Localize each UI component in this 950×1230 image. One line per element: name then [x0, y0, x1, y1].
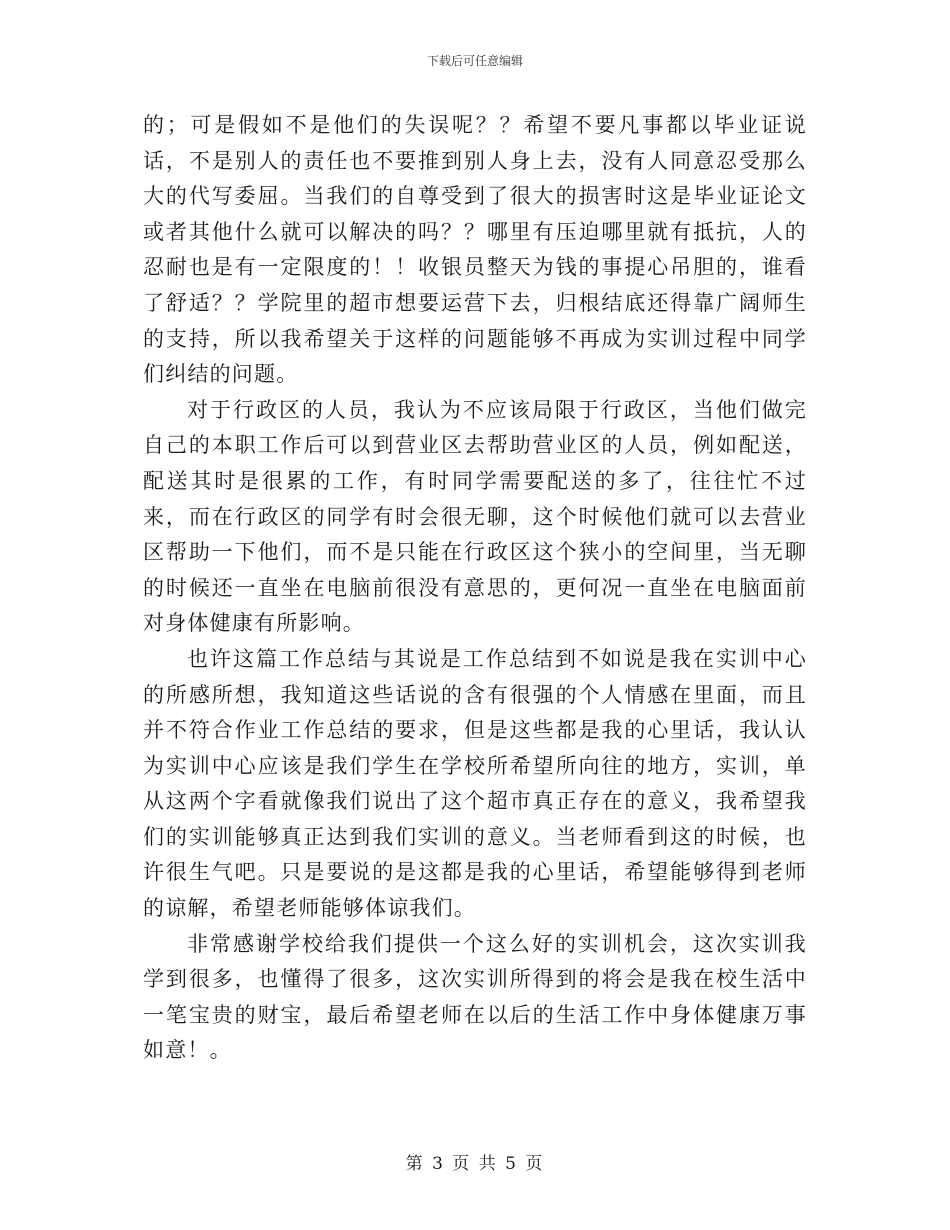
paragraph-continued: 的；可是假如不是他们的失误呢？？希望不要凡事都以毕业证说话，不是别人的责任也不要推到别人身上去，没有人同意忍受那么大的代写委屈。当我们的自尊受到了很大的损害时这是毕业证论文或者其他什么就可以解决的吗？？哪里有压迫哪里就有抵抗，人的忍耐也是有一定限度的！！收银员整天为钱的事提心吊胆的，谁看了舒适？？学院里的超市想要运营下去，归根结底还得靠广阔师生的支持，所以我希望关于这样的问题能够不再成为实训过程中同学们纠结的问题。	[143, 113, 807, 387]
document-body	[143, 108, 807, 1069]
paragraph-administrative-area: 对于行政区的人员，我认为不应该局限于行政区，当他们做完自己的本职工作后可以到营业区去帮助营业区的人员，例如配送，配送其时是很累的工作，有时同学需要配送的多了，往往忙不过来，而在行政区的同学有时会很无聊，这个时候他们就可以去营业区帮助一下他们，而不是只能在行政区这个狭小的空间里，当无聊的时候还一直坐在电脑前很没有意思的，更何况一直坐在电脑面前对身体健康有所影响。	[143, 397, 807, 636]
page-header: 下载后可任意编辑	[426, 54, 523, 68]
paragraph-thanks: 非常感谢学校给我们提供一个这么好的实训机会，这次实训我学到很多，也懂得了很多，这次实训所得到的将会是我在校生活中一笔宝贵的财宝，最后希望老师在以后的生活工作中身体健康万事如意！。	[143, 931, 807, 1063]
paragraph-reflections: 也许这篇工作总结与其说是工作总结到不如说是我在实训中心的所感所想，我知道这些话说的含有很强的个人情感在里面，而且并不符合作业工作总结的要求，但是这些都是我的心里话，我认认为实训中心应该是我们学生在学校所希望所向往的地方，实训，单从这两个字看就像我们说出了这个超市真正存在的意义，我希望我们的实训能够真正达到我们实训的意义。当老师看到这的时候，也许很生气吧。只是要说的是这都是我的心里话，希望能够得到老师的谅解，希望老师能够体谅我们。	[143, 646, 807, 921]
page-number-footer: 第 3 页 共 5 页	[405, 1154, 545, 1174]
